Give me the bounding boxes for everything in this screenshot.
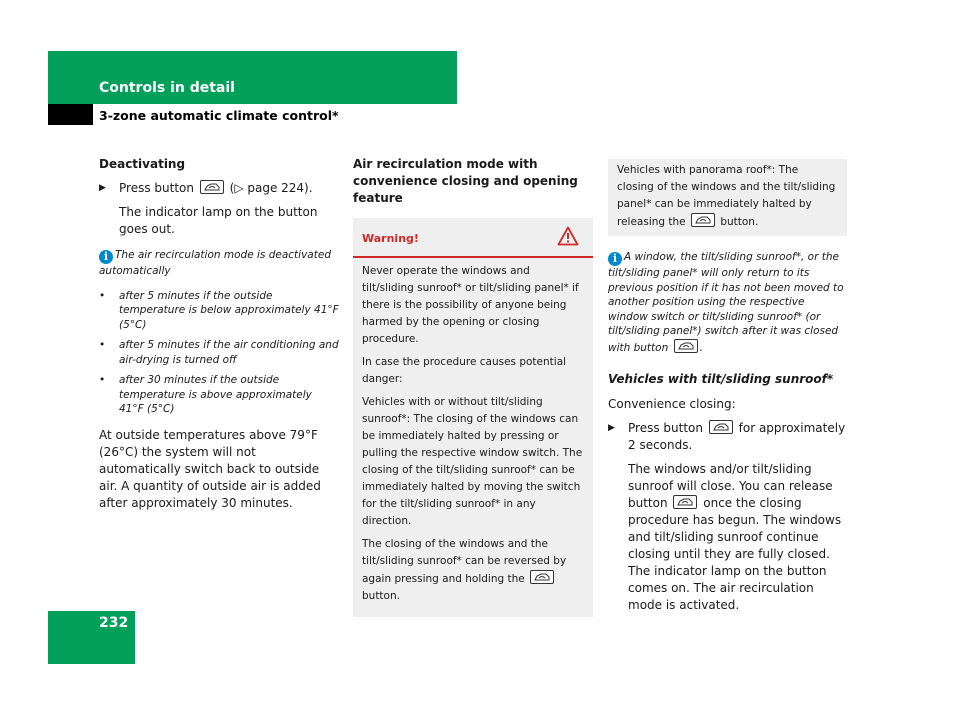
step-press-button: ▶ Press button for approximately 2 seconds. bbox=[608, 421, 846, 452]
column-right bbox=[608, 159, 847, 621]
list-item: • after 30 minutes if the outside temperature is above approximately 41°F (5°C) bbox=[99, 374, 312, 415]
column-middle bbox=[353, 156, 593, 617]
warning-paragraph: Never operate the windows and tilt/sliding sunroof* or tilt/sliding panel* if there is the possibility of anyone being harmed by the opening or closing procedure. bbox=[362, 265, 579, 345]
intro-convenience: Convenience closing: bbox=[608, 397, 736, 411]
recirculation-button-icon bbox=[691, 213, 715, 227]
page-number: 232 bbox=[99, 615, 129, 631]
warning-body bbox=[353, 258, 593, 605]
warning-box bbox=[353, 218, 593, 617]
step-press-button: ▶ Press button (▷ page 224). bbox=[99, 181, 313, 195]
panorama-roof-box: Vehicles with panorama roof*: The closing of the windows and the tilt/sliding panel* can be immediately halted by releasing the button. bbox=[608, 159, 847, 236]
warning-paragraph: Vehicles with or without tilt/sliding sunroof*: The closing of the windows can be immediately halted by pressing or pulling the respective window switch. The closing of the tilt/sliding sunroof* can be immediately halted by moving the switch for the tilt/sliding sunroof* in any direction. bbox=[362, 396, 583, 527]
recirculation-button-icon bbox=[200, 180, 224, 194]
recirculation-button-icon bbox=[530, 570, 554, 584]
step-result: The windows and/or tilt/sliding sunroof will close. You can release button once the closing procedure has begun. The windows and tilt/sliding sunroof continue closing until they are fully closed. The indicator lamp on the button comes on. The air recirculation mode is activated. bbox=[628, 462, 842, 612]
paragraph-outside-temp: At outside temperatures above 79°F (26°C) the system will not automatically switch back to outside air. A quantity of outside air is added after approximately 30 minutes. bbox=[99, 427, 321, 510]
heading-air-recirculation: Air recirculation mode with convenience closing and opening feature bbox=[353, 157, 578, 205]
section-subtitle: 3-zone automatic climate control* bbox=[99, 108, 339, 123]
subheading-tilt-sliding: Vehicles with tilt/sliding sunroof* bbox=[608, 372, 834, 386]
arrow-right-icon: ▶ bbox=[99, 183, 106, 193]
page-reference[interactable]: (▷ page 224). bbox=[229, 181, 313, 195]
heading-deactivating: Deactivating bbox=[99, 157, 186, 171]
info-icon: i bbox=[99, 250, 113, 264]
info-icon: i bbox=[608, 252, 622, 266]
arrow-right-icon: ▶ bbox=[608, 423, 615, 433]
warning-title: Warning! bbox=[362, 232, 419, 245]
header-bar bbox=[48, 51, 457, 104]
warning-triangle-icon bbox=[557, 226, 579, 246]
warning-paragraph: The closing of the windows and the tilt/sliding sunroof* can be reversed by again pressing and holding the button. bbox=[362, 538, 567, 602]
column-left bbox=[99, 156, 339, 519]
step-result: The indicator lamp on the button goes out. bbox=[119, 205, 318, 236]
recirculation-button-icon bbox=[674, 339, 698, 353]
list-item: • after 5 minutes if the outside temperature is below approximately 41°F (5°C) bbox=[99, 289, 339, 331]
recirculation-button-icon bbox=[673, 495, 697, 509]
warning-paragraph: In case the procedure causes potential danger: bbox=[362, 356, 567, 385]
info-note: i The air recirculation mode is deactivated automatically bbox=[99, 249, 331, 277]
warning-header bbox=[353, 218, 593, 258]
recirculation-button-icon bbox=[709, 420, 733, 434]
info-note: i A window, the tilt/sliding sunroof*, or the tilt/sliding panel* will only return to its previous position if it has not been moved to another position using the respective window switch or tilt/sliding sunroof* (or tilt/sliding panel*) switch after it was closed with button . bbox=[608, 251, 844, 354]
list-item: • after 5 minutes if the air conditioning and air-drying is turned off bbox=[99, 339, 339, 366]
header-marker bbox=[48, 104, 93, 125]
section-title: Controls in detail bbox=[99, 80, 235, 96]
